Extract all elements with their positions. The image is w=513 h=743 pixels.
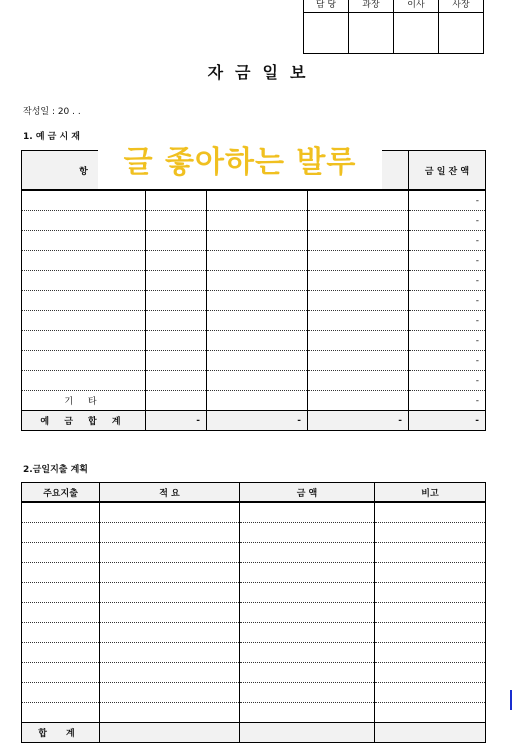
expense-cell[interactable]	[100, 502, 240, 523]
approval-sign-4[interactable]	[439, 13, 484, 54]
expense-col-note: 비고	[375, 483, 486, 503]
expense-cell[interactable]	[100, 543, 240, 563]
deposit-cell[interactable]	[207, 371, 308, 391]
expense-cell[interactable]	[100, 623, 240, 643]
deposit-cell[interactable]	[308, 291, 409, 311]
watermark-banner: 글 좋아하는 발루	[98, 137, 382, 189]
expense-cell[interactable]	[22, 603, 100, 623]
expense-cell[interactable]	[240, 623, 375, 643]
expense-cell[interactable]	[100, 523, 240, 543]
deposit-cell[interactable]	[146, 371, 207, 391]
deposit-col-item: 항	[22, 151, 146, 191]
deposit-cell[interactable]	[308, 391, 409, 411]
deposit-cell[interactable]	[308, 231, 409, 251]
expense-row	[22, 703, 486, 723]
approval-sign-1[interactable]	[304, 13, 349, 54]
deposit-cell[interactable]	[146, 211, 207, 231]
deposit-cell[interactable]	[207, 211, 308, 231]
deposit-row-balance[interactable]: -	[409, 251, 486, 271]
deposit-total-1: -	[146, 411, 207, 431]
expense-cell[interactable]	[240, 563, 375, 583]
expense-cell[interactable]	[375, 543, 486, 563]
deposit-cell[interactable]	[146, 311, 207, 331]
expense-cell[interactable]	[375, 502, 486, 523]
expense-row	[22, 683, 486, 703]
deposit-row-balance[interactable]: -	[409, 371, 486, 391]
deposit-row	[22, 190, 486, 211]
expense-cell[interactable]	[375, 663, 486, 683]
approval-header-3: 이사	[394, 0, 439, 13]
deposit-row-balance[interactable]: -	[409, 391, 486, 411]
approval-sign-3[interactable]	[394, 13, 439, 54]
deposit-row	[22, 391, 486, 411]
expense-row	[22, 583, 486, 603]
expense-cell[interactable]	[240, 523, 375, 543]
expense-cell[interactable]	[22, 663, 100, 683]
deposit-row	[22, 311, 486, 331]
deposit-cell[interactable]	[308, 211, 409, 231]
expense-cell[interactable]	[100, 703, 240, 723]
expense-cell[interactable]	[240, 643, 375, 663]
expense-cell[interactable]	[375, 643, 486, 663]
expense-cell[interactable]	[240, 663, 375, 683]
deposit-cell[interactable]	[146, 351, 207, 371]
expense-cell[interactable]	[22, 623, 100, 643]
expense-cell[interactable]	[240, 543, 375, 563]
approval-header-1: 담 당	[304, 0, 349, 13]
expense-col-main: 주요지출	[22, 483, 100, 503]
page-title: 자금일보	[207, 63, 318, 82]
deposit-cell[interactable]	[146, 291, 207, 311]
section1-heading: 1. 예 금 시 재	[23, 132, 80, 142]
deposit-cell[interactable]	[207, 231, 308, 251]
deposit-row	[22, 351, 486, 371]
approval-box	[303, 0, 484, 54]
deposit-row	[22, 291, 486, 311]
deposit-row-name[interactable]	[22, 231, 146, 251]
deposit-cell[interactable]	[308, 351, 409, 371]
deposit-row-name[interactable]	[22, 351, 146, 371]
deposit-cell[interactable]	[146, 231, 207, 251]
expense-plan-table	[21, 482, 486, 743]
deposit-row-name[interactable]	[22, 211, 146, 231]
deposit-row-name[interactable]	[22, 190, 146, 211]
deposit-row	[22, 251, 486, 271]
expense-cell[interactable]	[100, 663, 240, 683]
expense-row	[22, 563, 486, 583]
expense-row	[22, 603, 486, 623]
deposit-row-name[interactable]	[22, 371, 146, 391]
deposit-cell[interactable]	[207, 311, 308, 331]
expense-col-desc: 적 요	[100, 483, 240, 503]
expense-cell[interactable]	[22, 583, 100, 603]
deposit-cell[interactable]	[146, 190, 207, 211]
deposit-row	[22, 331, 486, 351]
deposit-total-label: 예 금 합 계	[22, 411, 146, 431]
approval-header-2: 과장	[349, 0, 394, 13]
deposit-cell[interactable]	[207, 331, 308, 351]
approval-header-4: 사장	[439, 0, 484, 13]
expense-cell[interactable]	[100, 683, 240, 703]
expense-cell[interactable]	[22, 563, 100, 583]
date-label: 작성일 : 20 . .	[23, 107, 81, 117]
deposit-row-name[interactable]	[22, 291, 146, 311]
deposit-total-2: -	[207, 411, 308, 431]
expense-row	[22, 663, 486, 683]
expense-cell[interactable]	[22, 523, 100, 543]
deposit-cell[interactable]	[146, 271, 207, 291]
expense-col-amount: 금 액	[240, 483, 375, 503]
expense-cell[interactable]	[100, 563, 240, 583]
expense-cell[interactable]	[240, 502, 375, 523]
expense-cell[interactable]	[100, 583, 240, 603]
deposit-cell[interactable]	[207, 190, 308, 211]
expense-cell[interactable]	[22, 683, 100, 703]
deposit-row	[22, 211, 486, 231]
deposit-cell[interactable]	[207, 291, 308, 311]
expense-cell[interactable]	[375, 603, 486, 623]
expense-cell[interactable]	[22, 643, 100, 663]
deposit-cell[interactable]	[146, 391, 207, 411]
expense-cell[interactable]	[375, 583, 486, 603]
deposit-cell[interactable]	[207, 391, 308, 411]
deposit-cell[interactable]	[308, 311, 409, 331]
expense-cell[interactable]	[375, 563, 486, 583]
deposit-col-balance: 금 일 잔 액	[409, 151, 486, 191]
expense-cell[interactable]	[240, 583, 375, 603]
deposit-row-name[interactable]: 기 타	[22, 391, 146, 411]
deposit-cell[interactable]	[207, 251, 308, 271]
deposit-row-balance[interactable]: -	[409, 271, 486, 291]
deposit-row-balance[interactable]: -	[409, 190, 486, 211]
section2-heading: 2.금일지출 계획	[23, 465, 88, 475]
deposit-total-4: -	[409, 411, 486, 431]
expense-row	[22, 643, 486, 663]
deposit-cell[interactable]	[207, 271, 308, 291]
deposit-row-name[interactable]	[22, 251, 146, 271]
deposit-cell[interactable]	[308, 331, 409, 351]
expense-cell[interactable]	[375, 703, 486, 723]
expense-cell[interactable]	[375, 523, 486, 543]
deposit-row-balance[interactable]: -	[409, 231, 486, 251]
deposit-cell[interactable]	[308, 190, 409, 211]
expense-row	[22, 523, 486, 543]
approval-sign-2[interactable]	[349, 13, 394, 54]
text-cursor	[510, 690, 512, 710]
expense-cell[interactable]	[22, 502, 100, 523]
expense-cell[interactable]	[100, 603, 240, 623]
deposit-row-balance[interactable]: -	[409, 351, 486, 371]
deposit-total-3: -	[308, 411, 409, 431]
deposit-row	[22, 371, 486, 391]
expense-total-label: 합 계	[22, 723, 100, 743]
deposit-row	[22, 271, 486, 291]
deposit-table	[21, 150, 486, 431]
deposit-row-balance[interactable]: -	[409, 291, 486, 311]
expense-cell[interactable]	[240, 603, 375, 623]
deposit-cell[interactable]	[308, 271, 409, 291]
expense-cell[interactable]	[375, 683, 486, 703]
expense-row	[22, 623, 486, 643]
expense-cell[interactable]	[240, 683, 375, 703]
deposit-cell[interactable]	[308, 251, 409, 271]
deposit-row-name[interactable]	[22, 331, 146, 351]
deposit-row-balance[interactable]: -	[409, 311, 486, 331]
deposit-row-name[interactable]	[22, 271, 146, 291]
expense-row	[22, 543, 486, 563]
deposit-cell[interactable]	[146, 331, 207, 351]
expense-cell[interactable]	[375, 623, 486, 643]
deposit-row	[22, 231, 486, 251]
deposit-cell[interactable]	[207, 351, 308, 371]
expense-row	[22, 502, 486, 523]
expense-cell[interactable]	[100, 643, 240, 663]
deposit-row-name[interactable]	[22, 311, 146, 331]
deposit-row-balance[interactable]: -	[409, 211, 486, 231]
deposit-cell[interactable]	[308, 371, 409, 391]
expense-cell[interactable]	[22, 543, 100, 563]
expense-cell[interactable]	[22, 703, 100, 723]
deposit-row-balance[interactable]: -	[409, 331, 486, 351]
expense-cell[interactable]	[240, 703, 375, 723]
deposit-cell[interactable]	[146, 251, 207, 271]
